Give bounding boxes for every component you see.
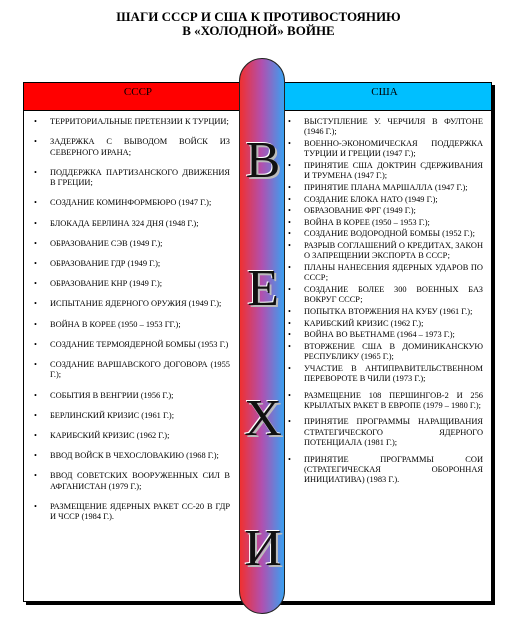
pillar-letter: Е (247, 260, 279, 317)
bullet-icon: • (288, 139, 291, 148)
list-item-text: ПОДДЕРЖКА ПАРТИЗАНСКОГО ДВИЖЕНИЯ В ГРЕЦИИ; (50, 167, 230, 188)
list-item (286, 455, 483, 486)
list-item-text: СОЗДАНИЕ ТЕРМОЯДЕРНОЙ БОМБЫ (1953 Г.) (50, 339, 229, 349)
list-item-text: ВОЙНА В КОРЕЕ (1950 – 1953 Г.); (304, 217, 430, 227)
list-item-text: СОЗДАНИЕ КОМИНФОРМБЮРО (1947 Г.); (50, 198, 212, 208)
list-item-text: БЕРЛИНСКИЙ КРИЗИС (1961 Г.); (50, 410, 175, 420)
bullet-icon: • (34, 279, 37, 289)
list-item (286, 117, 483, 138)
bullet-icon: • (34, 410, 37, 420)
list-item (286, 183, 483, 193)
list-item (32, 411, 230, 421)
list-item-text: КАРИБСКИЙ КРИЗИС (1962 Г.); (50, 431, 170, 441)
list-item-text: ОБРАЗОВАНИЕ ГДР (1949 Г.); (50, 259, 161, 269)
bullet-icon: • (288, 417, 291, 427)
list-item-text: ИСПЫТАНИЕ ЯДЕРНОГО ОРУЖИЯ (1949 Г.); (50, 299, 222, 309)
bullet-icon: • (34, 471, 37, 481)
list-item (286, 161, 483, 182)
bullet-icon: • (34, 431, 37, 441)
usa-panel (277, 82, 492, 602)
list-item-text: ОБРАЗОВАНИЕ КНР (1949 Г.); (50, 279, 163, 289)
bullet-icon: • (288, 240, 291, 250)
list-item-text: СОЗДАНИЕ ВАРШАВСКОГО ДОГОВОРА (1955 Г.); (50, 360, 230, 380)
list-item-text: ВОЙНА ВО ВЬЕТНАМЕ (1964 – 1973 Г.); (304, 330, 455, 340)
title-line-2: В «ХОЛОДНОЙ» ВОЙНЕ (182, 23, 335, 38)
list-item (32, 198, 230, 208)
list-item (32, 299, 230, 309)
list-item (286, 342, 483, 363)
usa-steps-list (286, 117, 483, 487)
list-item (32, 451, 230, 461)
list-item-text: СОЗДАНИЕ БЛОКА НАТО (1949 Г.); (304, 194, 438, 204)
list-item (286, 218, 483, 228)
bullet-icon: • (288, 330, 291, 340)
list-item (286, 229, 483, 239)
list-item-text: РАЗМЕЩЕНИЕ 108 ПЕРШИНГОВ-2 И 256 КРЫЛАТЫХ РАКЕТ В ЕВРОПЕ (1979 – 1980 Г.); (304, 390, 483, 410)
list-item-text: ПЛАНЫ НАНЕСЕНИЯ ЯДЕРНЫХ УДАРОВ ПО СССР; (304, 262, 483, 283)
bullet-icon: • (288, 217, 291, 227)
list-item (286, 206, 483, 216)
ussr-panel (23, 82, 253, 602)
bullet-icon: • (34, 451, 37, 461)
bullet-icon: • (34, 117, 37, 126)
bullet-icon: • (288, 284, 291, 294)
list-item (32, 391, 230, 401)
list-item-text: ПРИНЯТИЕ США ДОКТРИН СДЕРЖИВАНИЯ И ТРУМЕНА (1947 Г.); (304, 161, 483, 181)
list-item (286, 307, 483, 317)
bullet-icon: • (34, 390, 37, 400)
list-item-text: ВВОД СОВЕТСКИХ ВООРУЖЕННЫХ СИЛ В АФГАНИСТАН (1979 Г.); (50, 471, 230, 491)
page-title (0, 10, 517, 38)
list-item-text: ВВОД ВОЙСК В ЧЕХОСЛОВАКИЮ (1968 Г.); (50, 451, 219, 461)
list-item (32, 320, 230, 330)
list-item-text: СОЗДАНИЕ ВОДОРОДНОЙ БОМБЫ (1952 Г.); (304, 229, 475, 239)
list-item-text: СОЗДАНИЕ БОЛЕЕ 300 ВОЕННЫХ БАЗ ВОКРУГ СССР; (304, 284, 483, 305)
bullet-icon: • (288, 117, 291, 126)
list-item (32, 471, 230, 492)
list-item (286, 139, 483, 160)
bullet-icon: • (34, 218, 37, 228)
list-item-text: СОБЫТИЯ В ВЕНГРИИ (1956 Г.); (50, 390, 174, 400)
list-item (32, 259, 230, 269)
list-item-text: БЛОКАДА БЕРЛИНА 324 ДНЯ (1948 Г.); (50, 218, 199, 228)
list-item (32, 239, 230, 249)
list-item-text: ЗАДЕРЖКА С ВЫВОДОМ ВОЙСК ИЗ СЕВЕРНОГО ИРАНА; (50, 137, 230, 157)
list-item (286, 364, 483, 385)
bullet-icon: • (288, 194, 291, 204)
bullet-icon: • (34, 167, 37, 177)
list-item-text: ВЫСТУПЛЕНИЕ У. ЧЕРЧИЛЯ В ФУЛТОНЕ (1946 Г.); (304, 117, 483, 137)
bullet-icon: • (288, 206, 291, 216)
list-item (32, 168, 230, 189)
bullet-icon: • (288, 161, 291, 170)
bullet-icon: • (288, 341, 291, 351)
pillar-letter: И (244, 520, 282, 577)
title-line-1: ШАГИ СССР И США К ПРОТИВОСТОЯНИЮ (116, 9, 401, 24)
bullet-icon: • (288, 318, 291, 328)
bullet-icon: • (34, 198, 37, 208)
ussr-heading: СССР (24, 83, 252, 111)
list-item-text: ТЕРРИТОРИАЛЬНЫЕ ПРЕТЕНЗИИ К ТУРЦИИ; (50, 117, 229, 126)
list-item (286, 263, 483, 284)
list-item-text: ОБРАЗОВАНИЕ ФРГ (1949 Г.); (304, 206, 416, 216)
list-item (286, 195, 483, 205)
bullet-icon: • (288, 229, 291, 239)
list-item-text: УЧАСТИЕ В АНТИПРАВИТЕЛЬСТВЕННОМ ПЕРЕВОРОТЕ В ЧИЛИ (1973 Г.); (304, 363, 483, 384)
pillar-letter: Х (244, 390, 282, 447)
bullet-icon: • (34, 502, 37, 512)
list-item (286, 391, 483, 412)
list-item-text: РАЗРЫВ СОГЛАШЕНИЙ О КРЕДИТАХ, ЗАКОН О ЗАПРЕЩЕНИИ ЭКСПОРТА В СССР; (304, 240, 483, 261)
milestones-pillar (239, 58, 285, 614)
bullet-icon: • (288, 183, 291, 192)
list-item (286, 241, 483, 262)
list-item (32, 340, 230, 350)
list-item (286, 285, 483, 306)
list-item (32, 360, 230, 381)
bullet-icon: • (288, 454, 291, 464)
list-item (32, 117, 230, 127)
list-item (32, 502, 230, 523)
bullet-icon: • (34, 137, 37, 147)
list-item-text: ПОПЫТКА ВТОРЖЕНИЯ НА КУБУ (1961 Г.); (304, 306, 473, 316)
list-item-text: ОБРАЗОВАНИЕ СЭВ (1949 Г.); (50, 238, 163, 248)
pillar-letter: В (245, 132, 281, 189)
bullet-icon: • (34, 360, 37, 370)
list-item-text: ВОЙНА В КОРЕЕ (1950 – 1953 ГГ.); (50, 319, 181, 329)
bullet-icon: • (34, 339, 37, 349)
bullet-icon: • (288, 306, 291, 316)
list-item (286, 417, 483, 448)
bullet-icon: • (34, 259, 37, 269)
list-item-text: ПРИНЯТИЕ ПЛАНА МАРШАЛЛА (1947 Г.); (304, 183, 468, 192)
list-item-text: РАЗМЕЩЕНИЕ ЯДЕРНЫХ РАКЕТ СС-20 В ГДР И ЧССР (1984 Г.). (50, 502, 230, 522)
list-item-text: КАРИБСКИЙ КРИЗИС (1962 Г.); (304, 318, 424, 328)
bullet-icon: • (34, 299, 37, 309)
bullet-icon: • (288, 363, 291, 373)
list-item (32, 219, 230, 229)
list-item-text: ПРИНЯТИЕ ПРОГРАММЫ СОИ (СТРАТЕГИЧЕСКАЯ ОБОРОННАЯ ИНИЦИАТИВА) (1983 Г.). (304, 454, 483, 485)
bullet-icon: • (288, 262, 291, 272)
list-item-text: ВОЕННО-ЭКОНОМИЧЕСКАЯ ПОДДЕРЖКА ТУРЦИИ И ГРЕЦИИ (1947 Г.); (304, 139, 483, 159)
list-item-text: ВТОРЖЕНИЕ США В ДОМИНИКАНСКУЮ РЕСПУБЛИКУ (1965 Г.); (304, 341, 483, 362)
list-item (32, 431, 230, 441)
list-item-text: ПРИНЯТИЕ ПРОГРАММЫ НАРАЩИВАНИЯ СТРАТЕГИЧЕСКОГО ЯДЕРНОГО ПОТЕНЦИАЛА (1981 Г.); (304, 417, 483, 448)
ussr-steps-list (32, 117, 230, 533)
usa-heading: США (278, 83, 491, 111)
list-item (286, 319, 483, 329)
list-item (32, 137, 230, 158)
bullet-icon: • (34, 238, 37, 248)
bullet-icon: • (288, 390, 291, 400)
list-item (286, 330, 483, 340)
bullet-icon: • (34, 319, 37, 329)
list-item (32, 279, 230, 289)
